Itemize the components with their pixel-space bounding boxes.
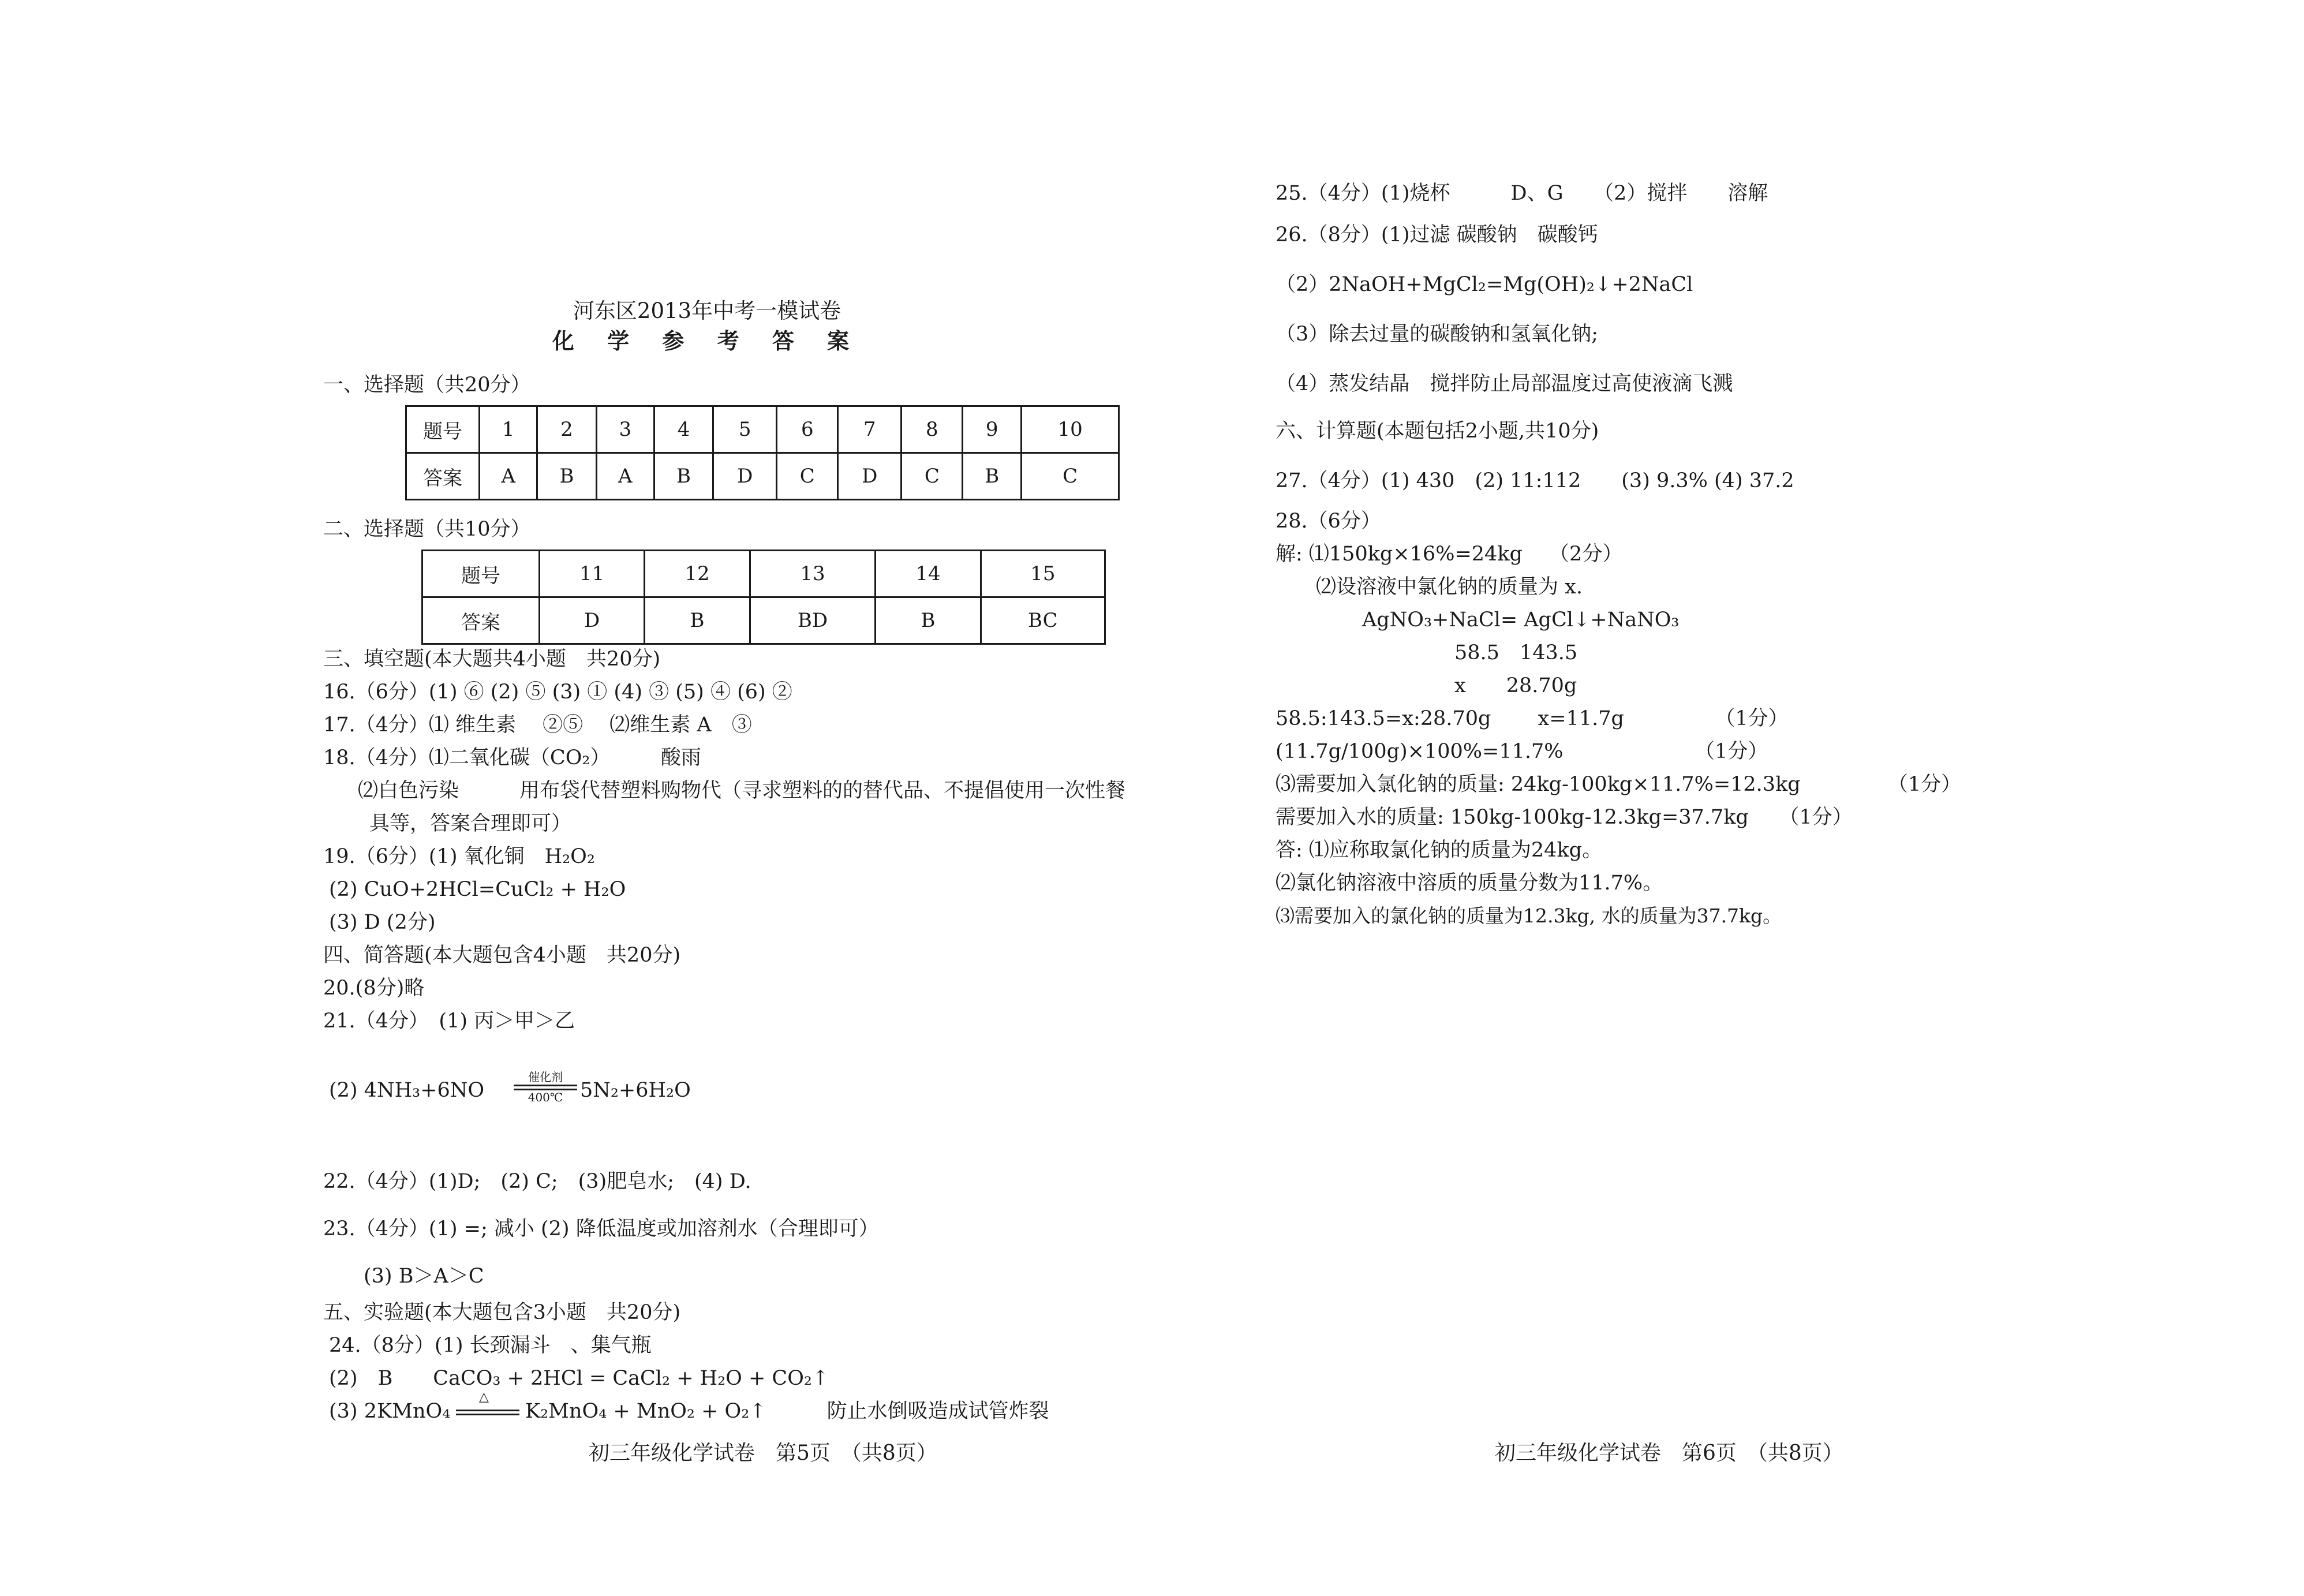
answer-line-20: 20.(8分)略	[323, 977, 425, 1000]
equals-bar	[514, 1085, 577, 1090]
table-cell: A	[596, 453, 654, 500]
answer-line-18: 18.（4分）⑴二氧化碳（CO₂） 酸雨	[323, 746, 701, 769]
solution-line-11: ⑵氯化钠溶液中溶质的质量分数为11.7%。	[1276, 872, 1663, 895]
answer-line-26: 26.（8分）(1)过滤 碳酸钠 碳酸钙	[1276, 223, 1598, 246]
table-cell: C	[1022, 453, 1119, 500]
solution-line-5: x 28.70g	[1454, 674, 1577, 697]
table-cell: C	[902, 453, 963, 500]
answer-table-2	[421, 550, 1106, 645]
right-page	[1276, 0, 2211, 1596]
table-cell: 2	[537, 406, 596, 453]
table-cell: D	[713, 453, 777, 500]
table-cell: 8	[902, 406, 963, 453]
table-cell: BD	[750, 597, 876, 644]
answer-key-title: 化 学 参 考 答 案	[552, 328, 862, 354]
table-cell: 7	[838, 406, 902, 453]
table-row	[406, 406, 1119, 453]
table-row	[406, 453, 1119, 500]
table-cell: 15	[981, 551, 1105, 597]
table-cell: 5	[713, 406, 777, 453]
table-cell: 1	[480, 406, 537, 453]
table-cell: 14	[876, 551, 981, 597]
temperature-label: 400℃	[528, 1090, 563, 1104]
section-1-heading: 一、选择题（共20分）	[323, 373, 531, 397]
answer-line-18c: 具等，答案合理即可）	[369, 812, 572, 835]
solution-line-4: 58.5 143.5	[1454, 641, 1578, 664]
answer-line-27: 27.（4分）(1) 430 (2) 11:112 (3) 9.3% (4) 37.2	[1276, 469, 1794, 492]
heat-triangle-icon: △	[479, 1390, 489, 1404]
table-cell: A	[480, 453, 537, 500]
page-footer: 初三年级化学试卷 第6页 （共8页）	[1495, 1441, 1843, 1465]
answer-line-17: 17.（4分）⑴ 维生素 ②⑤ ⑵维生素 A ③	[323, 713, 752, 737]
table-cell: C	[777, 453, 838, 500]
left-page	[323, 0, 1224, 1596]
solution-line-8: ⑶需要加入氯化钠的质量: 24kg-100kg×11.7%=12.3kg （1分）	[1276, 773, 1962, 796]
answer-line-23: 23.（4分）(1) =; 减小 (2) 降低温度或加溶剂水（合理即可）	[323, 1217, 879, 1240]
answer-line-23b: (3) B＞A＞C	[364, 1265, 484, 1288]
table-row	[422, 551, 1105, 597]
table-cell: BC	[981, 597, 1105, 644]
table-row	[422, 597, 1105, 644]
table-cell: B	[876, 597, 981, 644]
table-cell: 9	[963, 406, 1022, 453]
answer-line-26c: （3）除去过量的碳酸钠和氢氧化钠;	[1276, 323, 1599, 346]
section-5-heading: 五、实验题(本大题包含3小题 共20分)	[323, 1301, 681, 1324]
answer-line-24b: (2) B CaCO₃ + 2HCl = CaCl₂ + H₂O + CO₂↑	[329, 1367, 829, 1390]
answer-line-24c: (3) 2KMnO₄	[329, 1400, 451, 1423]
table-cell: B	[537, 453, 596, 500]
answer-line-19: 19.（6分）(1) 氧化铜 H₂O₂	[323, 845, 595, 868]
catalyst-label: 催化剂	[528, 1070, 563, 1084]
table-cell: 答案	[406, 453, 480, 500]
table-cell: D	[838, 453, 902, 500]
table-cell: 12	[645, 551, 750, 597]
table-cell: B	[654, 453, 713, 500]
equals-bar	[456, 1410, 519, 1415]
section-3-heading: 三、填空题(本大题共4小题 共20分)	[323, 648, 661, 671]
table-cell: 题号	[422, 551, 540, 597]
table-cell: D	[540, 597, 645, 644]
table-cell: 答案	[422, 597, 540, 644]
answer-table-1	[405, 405, 1120, 500]
solution-line-6: 58.5:143.5=x:28.70g x=11.7g （1分）	[1276, 707, 1789, 730]
exam-title: 河东区2013年中考一模试卷	[573, 298, 841, 323]
table-cell: 题号	[406, 406, 480, 453]
section-6-heading: 六、计算题(本题包括2小题,共10分)	[1276, 420, 1599, 443]
table-cell: B	[963, 453, 1022, 500]
answer-line-18b: ⑵白色污染 用布袋代替塑料购物代（寻求塑料的的替代品、不提倡使用一次性餐	[358, 779, 1126, 802]
answer-line-21: 21.（4分） (1) 丙＞甲＞乙	[323, 1010, 575, 1033]
solution-line-1: 解: ⑴150kg×16%=24kg （2分）	[1276, 543, 1623, 566]
answer-line-19c: (3) D (2分)	[329, 911, 436, 934]
table-cell: 10	[1022, 406, 1119, 453]
catalyst-condition	[514, 1068, 577, 1104]
section-2-heading: 二、选择题（共10分）	[323, 518, 531, 541]
page-footer: 初三年级化学试卷 第5页 （共8页）	[589, 1441, 937, 1465]
table-cell: 11	[540, 551, 645, 597]
table-cell: 3	[596, 406, 654, 453]
answer-line-24: 24.（8分）(1) 长颈漏斗 、集气瓶	[329, 1334, 652, 1357]
solution-line-12: ⑶需要加入的氯化钠的质量为12.3kg, 水的质量为37.7kg。	[1276, 904, 1782, 927]
solution-line-3: AgNO₃+NaCl= AgCl↓+NaNO₃	[1362, 608, 1680, 631]
answer-line-21b: (2) 4NH₃+6NO	[329, 1079, 485, 1102]
table-cell: 4	[654, 406, 713, 453]
answer-line-25: 25.（4分）(1)烧杯 D、G （2）搅拌 溶解	[1276, 182, 1768, 205]
solution-line-9: 需要加入水的质量: 150kg-100kg-12.3kg=37.7kg （1分）	[1276, 806, 1853, 829]
table-cell: B	[645, 597, 750, 644]
answer-line-24c-products: K₂MnO₄ + MnO₂ + O₂↑ 防止水倒吸造成试管炸裂	[525, 1400, 1049, 1423]
solution-line-7: (11.7g/100g)×100%=11.7% （1分）	[1276, 740, 1768, 763]
solution-line-10: 答: ⑴应称取氯化钠的质量为24kg。	[1276, 839, 1603, 862]
answer-line-22: 22.（4分）(1)D; (2) C; (3)肥皂水; (4) D.	[323, 1170, 751, 1193]
answer-line-21b-products: 5N₂+6H₂O	[580, 1079, 691, 1102]
section-4-heading: 四、简答题(本大题包含4小题 共20分)	[323, 944, 681, 967]
table-cell: 6	[777, 406, 838, 453]
answer-line-28: 28.（6分）	[1276, 510, 1381, 533]
answer-line-26d: （4）蒸发结晶 搅拌防止局部温度过高使液滴飞溅	[1276, 372, 1733, 395]
table-cell: 13	[750, 551, 876, 597]
solution-line-2: ⑵设溶液中氯化钠的质量为 x.	[1316, 575, 1583, 599]
answer-line-26b: （2）2NaOH+MgCl₂=Mg(OH)₂↓+2NaCl	[1276, 273, 1693, 296]
answer-line-19b: (2) CuO+2HCl=CuCl₂ + H₂O	[329, 878, 626, 901]
answer-line-16: 16.（6分）(1) ⑥ (2) ⑤ (3) ① (4) ③ (5) ④ (6) ②	[323, 681, 792, 704]
